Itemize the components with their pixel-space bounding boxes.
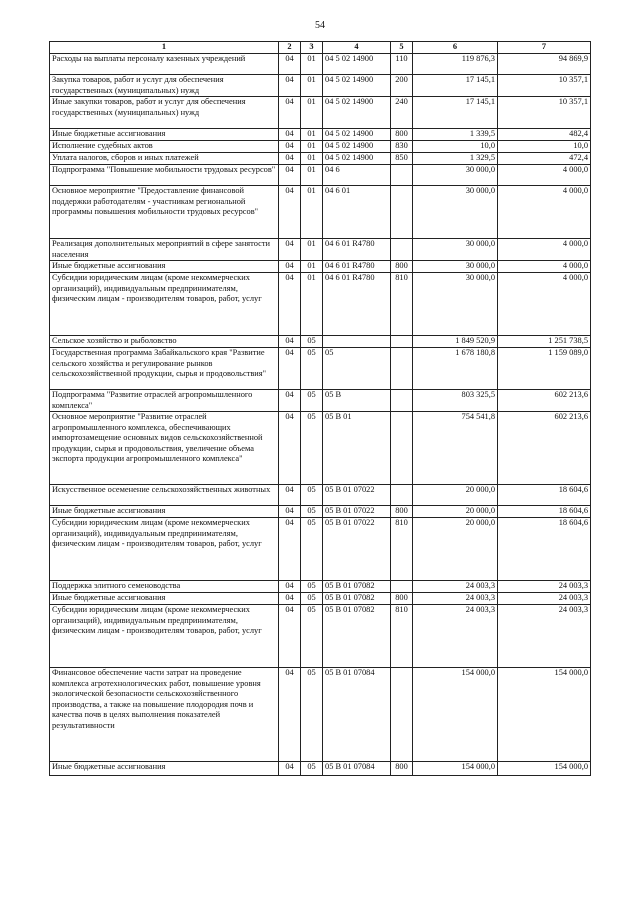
amount-year-2: 18 604,6 (498, 485, 591, 506)
table-row (50, 390, 591, 412)
amount-year-2: 24 003,3 (498, 593, 591, 605)
subsection-code: 01 (301, 153, 323, 165)
table-row (50, 581, 591, 593)
expense-type (391, 581, 413, 593)
section-code: 04 (279, 186, 301, 239)
table-row (50, 273, 591, 336)
subsection-code: 01 (301, 129, 323, 141)
amount-year-1: 30 000,0 (413, 273, 498, 336)
target-code: 04 6 01 R4780 (323, 273, 391, 336)
table-row (50, 506, 591, 518)
expense-type (391, 186, 413, 239)
amount-year-2: 472,4 (498, 153, 591, 165)
column-header: 2 (279, 42, 301, 54)
amount-year-1: 20 000,0 (413, 506, 498, 518)
expense-type (391, 336, 413, 348)
target-code: 05 В 01 07084 (323, 668, 391, 762)
row-name: Государственная программа Забайкальского края "Развитие сельского хозяйства и регулирование рынков сельскохозяйственной продукции, сырья и продовольствия" (50, 348, 279, 390)
subsection-code: 01 (301, 141, 323, 153)
amount-year-1: 30 000,0 (413, 261, 498, 273)
table-row (50, 485, 591, 506)
target-code: 05 В 01 07084 (323, 762, 391, 776)
row-name: Иные бюджетные ассигнования (50, 129, 279, 141)
section-code: 04 (279, 239, 301, 261)
target-code: 05 В 01 07082 (323, 593, 391, 605)
column-header: 4 (323, 42, 391, 54)
amount-year-2: 4 000,0 (498, 186, 591, 239)
row-name: Иные бюджетные ассигнования (50, 593, 279, 605)
subsection-code: 05 (301, 348, 323, 390)
row-name: Основное мероприятие "Развитие отраслей агропромышленного комплекса, обеспечивающих импортозамещение основных видов сельскохозяйственной продукции, сырья и продовольствия, увеличение объема экспорта продукции агропромышленного комплекса" (50, 412, 279, 485)
section-code: 04 (279, 581, 301, 593)
row-name: Сельское хозяйство и рыболовство (50, 336, 279, 348)
table-row (50, 97, 591, 129)
subsection-code: 05 (301, 412, 323, 485)
table-row (50, 412, 591, 485)
row-name: Уплата налогов, сборов и иных платежей (50, 153, 279, 165)
amount-year-1: 154 000,0 (413, 668, 498, 762)
target-code: 05 В 01 07022 (323, 485, 391, 506)
row-name: Финансовое обеспечение части затрат на проведение комплекса агротехнологических работ, повышение уровня экологической безопасности сельскохозяйственного производства, а также на повышение плодородия почв и качества почв в целях выполнения показателей результативности (50, 668, 279, 762)
column-header: 1 (50, 42, 279, 54)
amount-year-1: 17 145,1 (413, 75, 498, 97)
table-row (50, 605, 591, 668)
amount-year-1: 30 000,0 (413, 186, 498, 239)
expense-type: 800 (391, 261, 413, 273)
subsection-code: 05 (301, 668, 323, 762)
section-code: 04 (279, 668, 301, 762)
amount-year-1: 24 003,3 (413, 581, 498, 593)
row-name: Субсидии юридическим лицам (кроме некоммерческих организаций), индивидуальным предпринимателям, физическим лицам - производителям товаров, работ, услуг (50, 518, 279, 581)
table-row (50, 336, 591, 348)
expense-type: 800 (391, 506, 413, 518)
row-name: Иные бюджетные ассигнования (50, 506, 279, 518)
table-row (50, 75, 591, 97)
column-header: 5 (391, 42, 413, 54)
amount-year-2: 10,0 (498, 141, 591, 153)
row-name: Искусственное осеменение сельскохозяйственных животных (50, 485, 279, 506)
target-code: 04 5 02 14900 (323, 153, 391, 165)
expense-type: 810 (391, 605, 413, 668)
amount-year-1: 754 541,8 (413, 412, 498, 485)
target-code: 05 (323, 348, 391, 390)
subsection-code: 01 (301, 165, 323, 186)
amount-year-2: 4 000,0 (498, 261, 591, 273)
expense-type: 850 (391, 153, 413, 165)
row-name: Субсидии юридическим лицам (кроме некоммерческих организаций), индивидуальным предпринимателям, физическим лицам - производителям товаров, работ, услуг (50, 605, 279, 668)
target-code: 05 В 01 (323, 412, 391, 485)
expense-type: 800 (391, 593, 413, 605)
row-name: Иные бюджетные ассигнования (50, 261, 279, 273)
table-row (50, 239, 591, 261)
section-code: 04 (279, 165, 301, 186)
amount-year-1: 30 000,0 (413, 165, 498, 186)
section-code: 04 (279, 348, 301, 390)
amount-year-2: 602 213,6 (498, 412, 591, 485)
table-row (50, 261, 591, 273)
target-code: 05 В 01 07022 (323, 506, 391, 518)
amount-year-1: 1 849 520,9 (413, 336, 498, 348)
table-row (50, 54, 591, 75)
section-code: 04 (279, 153, 301, 165)
amount-year-2: 18 604,6 (498, 506, 591, 518)
target-code: 04 6 01 R4780 (323, 261, 391, 273)
section-code: 04 (279, 129, 301, 141)
target-code (323, 336, 391, 348)
amount-year-1: 803 325,5 (413, 390, 498, 412)
expense-type: 800 (391, 129, 413, 141)
subsection-code: 01 (301, 239, 323, 261)
amount-year-1: 10,0 (413, 141, 498, 153)
row-name: Иные бюджетные ассигнования (50, 762, 279, 776)
expense-type (391, 412, 413, 485)
row-name: Закупка товаров, работ и услуг для обеспечения государственных (муниципальных) нужд (50, 75, 279, 97)
column-header: 7 (498, 42, 591, 54)
expense-type: 810 (391, 273, 413, 336)
amount-year-2: 10 357,1 (498, 97, 591, 129)
amount-year-2: 18 604,6 (498, 518, 591, 581)
row-name: Расходы на выплаты персоналу казенных учреждений (50, 54, 279, 75)
section-code: 04 (279, 412, 301, 485)
table-row (50, 593, 591, 605)
expense-type: 110 (391, 54, 413, 75)
table-row (50, 141, 591, 153)
section-code: 04 (279, 506, 301, 518)
expense-type (391, 485, 413, 506)
table-row (50, 348, 591, 390)
amount-year-2: 1 251 738,5 (498, 336, 591, 348)
target-code: 05 В 01 07022 (323, 518, 391, 581)
amount-year-1: 20 000,0 (413, 485, 498, 506)
expense-type (391, 668, 413, 762)
amount-year-2: 10 357,1 (498, 75, 591, 97)
section-code: 04 (279, 54, 301, 75)
expense-type: 800 (391, 762, 413, 776)
amount-year-1: 24 003,3 (413, 605, 498, 668)
subsection-code: 05 (301, 336, 323, 348)
subsection-code: 05 (301, 593, 323, 605)
amount-year-1: 20 000,0 (413, 518, 498, 581)
target-code: 05 В (323, 390, 391, 412)
subsection-code: 01 (301, 273, 323, 336)
row-name: Подпрограмма "Повышение мобильности трудовых ресурсов" (50, 165, 279, 186)
subsection-code: 01 (301, 261, 323, 273)
row-name: Иные закупки товаров, работ и услуг для обеспечения государственных (муниципальных) нужд (50, 97, 279, 129)
expense-type: 810 (391, 518, 413, 581)
column-header: 3 (301, 42, 323, 54)
subsection-code: 01 (301, 75, 323, 97)
table-row (50, 668, 591, 762)
table-row (50, 186, 591, 239)
target-code: 04 6 01 R4780 (323, 239, 391, 261)
section-code: 04 (279, 273, 301, 336)
subsection-code: 05 (301, 581, 323, 593)
subsection-code: 01 (301, 186, 323, 239)
section-code: 04 (279, 605, 301, 668)
section-code: 04 (279, 141, 301, 153)
amount-year-1: 154 000,0 (413, 762, 498, 776)
section-code: 04 (279, 261, 301, 273)
amount-year-2: 154 000,0 (498, 762, 591, 776)
amount-year-2: 1 159 089,0 (498, 348, 591, 390)
amount-year-1: 1 339,5 (413, 129, 498, 141)
budget-table (49, 41, 591, 776)
target-code: 04 5 02 14900 (323, 141, 391, 153)
subsection-code: 05 (301, 485, 323, 506)
amount-year-2: 24 003,3 (498, 581, 591, 593)
expense-type (391, 348, 413, 390)
section-code: 04 (279, 593, 301, 605)
amount-year-2: 4 000,0 (498, 165, 591, 186)
amount-year-1: 30 000,0 (413, 239, 498, 261)
row-name: Субсидии юридическим лицам (кроме некоммерческих организаций), индивидуальным предпринимателям, физическим лицам - производителям товаров, работ, услуг (50, 273, 279, 336)
table-row (50, 518, 591, 581)
subsection-code: 05 (301, 506, 323, 518)
expense-type: 830 (391, 141, 413, 153)
table-row (50, 762, 591, 776)
section-code: 04 (279, 336, 301, 348)
subsection-code: 05 (301, 605, 323, 668)
subsection-code: 01 (301, 54, 323, 75)
section-code: 04 (279, 390, 301, 412)
row-name: Основное мероприятие "Предоставление финансовой поддержки работодателям - участникам региональной программы повышения мобильности трудовых ресурсов" (50, 186, 279, 239)
target-code: 04 5 02 14900 (323, 54, 391, 75)
table-body (50, 54, 591, 776)
amount-year-2: 482,4 (498, 129, 591, 141)
amount-year-1: 119 876,3 (413, 54, 498, 75)
target-code: 04 5 02 14900 (323, 97, 391, 129)
target-code: 04 5 02 14900 (323, 75, 391, 97)
row-name: Исполнение судебных актов (50, 141, 279, 153)
target-code: 04 6 01 (323, 186, 391, 239)
row-name: Поддержка элитного семеноводства (50, 581, 279, 593)
amount-year-2: 94 869,9 (498, 54, 591, 75)
subsection-code: 05 (301, 762, 323, 776)
target-code: 04 5 02 14900 (323, 129, 391, 141)
amount-year-1: 24 003,3 (413, 593, 498, 605)
amount-year-1: 17 145,1 (413, 97, 498, 129)
amount-year-1: 1 678 180,8 (413, 348, 498, 390)
amount-year-1: 1 329,5 (413, 153, 498, 165)
page-number: 54 (315, 20, 325, 31)
section-code: 04 (279, 518, 301, 581)
header-row (50, 42, 591, 54)
expense-type (391, 165, 413, 186)
expense-type (391, 390, 413, 412)
amount-year-2: 602 213,6 (498, 390, 591, 412)
amount-year-2: 24 003,3 (498, 605, 591, 668)
target-code: 05 В 01 07082 (323, 581, 391, 593)
row-name: Реализация дополнительных мероприятий в сфере занятости населения (50, 239, 279, 261)
amount-year-2: 154 000,0 (498, 668, 591, 762)
expense-type: 240 (391, 97, 413, 129)
amount-year-2: 4 000,0 (498, 239, 591, 261)
column-header: 6 (413, 42, 498, 54)
target-code: 04 6 (323, 165, 391, 186)
table-row (50, 129, 591, 141)
section-code: 04 (279, 97, 301, 129)
subsection-code: 05 (301, 518, 323, 581)
expense-type: 200 (391, 75, 413, 97)
table-row (50, 165, 591, 186)
section-code: 04 (279, 762, 301, 776)
section-code: 04 (279, 485, 301, 506)
section-code: 04 (279, 75, 301, 97)
row-name: Подпрограмма "Развитие отраслей агропромышленного комплекса" (50, 390, 279, 412)
subsection-code: 01 (301, 97, 323, 129)
target-code: 05 В 01 07082 (323, 605, 391, 668)
expense-type (391, 239, 413, 261)
amount-year-2: 4 000,0 (498, 273, 591, 336)
subsection-code: 05 (301, 390, 323, 412)
table-row (50, 153, 591, 165)
